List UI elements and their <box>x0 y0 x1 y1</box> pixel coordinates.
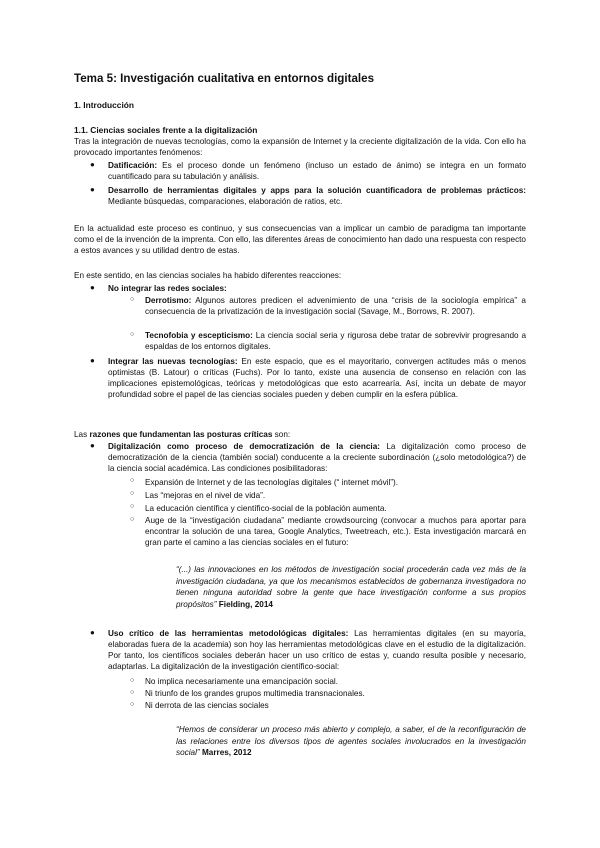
bullet-icon: ● <box>90 283 95 292</box>
bullet-icon: ● <box>90 356 95 365</box>
quote-fielding: “(...) las innovaciones en los métodos de investigación social procederán cada vez más de la investigación ciudadana, ya que los mecanismos establecidos de gobernanza investigadora no tienen ninguna autoridad sobre la gente que hace investigación conforme a sus propios propósitos” Fielding, 2014 <box>176 565 526 609</box>
list-item-no-integrar: No integrar las redes sociales: <box>108 284 227 293</box>
quote-marres: “Hemos de considerar un proceso más abierto y complejo, a saber, el de la reconfiguración de las relaciones entre los diversos tipos de agentes sociales involucrados en la investigación social” Marres, 2012 <box>176 725 526 757</box>
section-heading: 1. Introducción <box>74 100 135 110</box>
list-item-emancipacion: No implica necesariamente una emancipación social. <box>145 677 338 686</box>
circle-bullet-icon: ○ <box>130 677 135 684</box>
circle-bullet-icon: ○ <box>130 701 135 708</box>
list-item-derrotismo: Derrotismo: Algunos autores predicen el advenimiento de una “crisis de la sociología empírica” a consecuencia de la privatización de la investigación social (Savage, M., Borrows, R. 2007). <box>145 296 526 316</box>
list-item-tecnofobia: Tecnofobia y escepticismo: La ciencia social seria y rigurosa debe tratar de sobrevivir progresando a espaldas de los entornos digitales. <box>145 331 526 351</box>
list-item-integrar: Integrar las nuevas tecnologías: En este espacio, que es el mayoritario, convergen actitudes más o menos optimistas (B. Latour) o críticas (Fuchs). Por lo tanto, existe una ausencia de consenso en relación con las implicaciones epistemológicas, teóricas y metodológicas que esto acarrearía. Así, incita un debate de mayor profundidad sobre el papel de las ciencias sociales pueden y deben cumplir en la esfera pública. <box>108 357 526 399</box>
circle-bullet-icon: ○ <box>130 331 135 338</box>
page-title: Tema 5: Investigación cualitativa en entornos digitales <box>74 72 375 85</box>
list-item-expansion: Expansión de Internet y de las tecnologías digitales (“ internet móvil”). <box>145 478 399 487</box>
bullet-icon: ● <box>90 160 95 169</box>
paragraph-paradigma: En la actualidad este proceso es continuo, y sus consecuencias van a implicar un cambio de paradigma tan importante como el de la invención de la imprenta. Con ello, las diferentes áreas de conocimiento han dado una respuesta con respecto a estos avances y su utilidad dentro de estas. <box>74 224 526 255</box>
circle-bullet-icon: ○ <box>130 490 135 497</box>
list-item-digitalizacion: Digitalización como proceso de democratización de la ciencia: La digitalización como proceso de democratización de la ciencia (también social) conducente a la creciente subordinación (¿solo metodológica?) de la ciencia social académica. Las condiciones posibilitadoras: <box>108 442 526 473</box>
list-item-herramientas: Desarrollo de herramientas digitales y apps para la solución cuantificadora de problemas prácticos: Mediante búsquedas, comparaciones, elaboración de ratios, etc. <box>108 186 526 206</box>
term: Datificación: <box>108 161 158 170</box>
bullet-icon: ● <box>90 441 95 450</box>
paragraph-razones: Las razones que fundamentan las posturas críticas son: <box>74 430 291 439</box>
circle-bullet-icon: ○ <box>130 689 135 696</box>
circle-bullet-icon: ○ <box>130 503 135 510</box>
list-item-auge: Auge de la “investigación ciudadana” mediante crowdsourcing (convocar a muchos para aportar para encontrar la solución de una tarea, Google Analytics, Tweetreach, etc.). Esta investigación marcará en gran parte el camino a las ciencias sociales en el futuro: <box>145 516 526 547</box>
bullet-icon: ● <box>90 185 95 194</box>
list-item-datificacion: Datificación: Es el proceso donde un fenómeno (incluso un estado de ánimo) se integra en un formato cuantificado para su tabulación y análisis. <box>108 161 526 181</box>
list-item-derrota: Ni derrota de las ciencias sociales <box>145 701 269 710</box>
term: Desarrollo de herramientas digitales y apps para la solución cuantificadora de problemas prácticos: <box>108 186 526 195</box>
paragraph-reacciones: En este sentido, en las ciencias sociales ha habido diferentes reacciones: <box>74 271 342 280</box>
circle-bullet-icon: ○ <box>130 296 135 303</box>
list-item-educacion: La educación científica y científico-social de la población aumenta. <box>145 504 387 513</box>
subsection-heading: 1.1. Ciencias sociales frente a la digitalización <box>74 125 258 135</box>
list-item-uso-critico: Uso crítico de las herramientas metodológicas digitales: Las herramientas digitales (en su mayoría, elaboradas fuera de la academia) son hoy las herramientas metodológicas clave en el estudio de la digitalización. Por tanto, los científicos sociales deberán hacer un uso crítico de estas y, cuando resulta posible y necesario, adaptarlas. La digitalización de la investigación científico-social: <box>108 629 526 671</box>
bullet-icon: ● <box>90 628 95 637</box>
intro-paragraph: Tras la integración de nuevas tecnologías, como la expansión de Internet y la creciente digitalización de la vida. Con ello ha provocado importantes fenómenos: <box>74 137 526 157</box>
circle-bullet-icon: ○ <box>130 477 135 484</box>
circle-bullet-icon: ○ <box>130 516 135 523</box>
list-item-triunfo: Ni triunfo de los grandes grupos multimedia transnacionales. <box>145 689 365 698</box>
list-item-mejoras: Las “mejoras en el nivel de vida”. <box>145 491 266 500</box>
